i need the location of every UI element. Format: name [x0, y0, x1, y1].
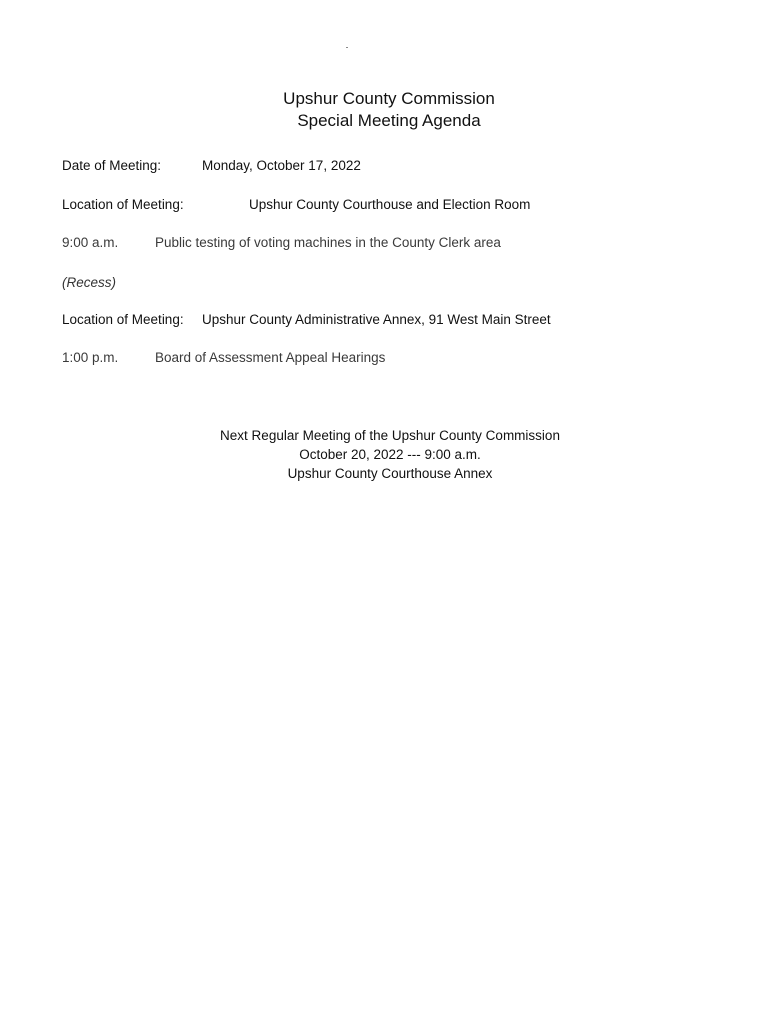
location-value-1: Upshur County Courthouse and Election Room	[249, 197, 531, 212]
agenda-item-2-description: Board of Assessment Appeal Hearings	[155, 350, 386, 365]
next-meeting-notice	[0, 426, 768, 483]
agenda-title	[0, 88, 768, 132]
scan-speck	[346, 47, 348, 48]
recess-note: (Recess)	[62, 275, 117, 290]
next-meeting-line-3: Upshur County Courthouse Annex	[287, 466, 493, 481]
next-meeting-line-2: October 20, 2022 --- 9:00 a.m.	[299, 447, 481, 462]
next-meeting-line-1: Next Regular Meeting of the Upshur County Commission	[220, 428, 560, 443]
title-line-2: Special Meeting Agenda	[297, 111, 481, 130]
date-value: Monday, October 17, 2022	[202, 158, 361, 173]
agenda-item-2-time: 1:00 p.m.	[62, 350, 119, 365]
agenda-item-1-time: 9:00 a.m.	[62, 235, 119, 250]
location-label-1: Location of Meeting:	[62, 197, 184, 212]
location-label-2: Location of Meeting:	[62, 312, 184, 327]
date-label: Date of Meeting:	[62, 158, 162, 173]
agenda-item-1-description: Public testing of voting machines in the County Clerk area	[155, 235, 501, 250]
title-line-1: Upshur County Commission	[283, 89, 495, 108]
location-value-2: Upshur County Administrative Annex, 91 West Main Street	[202, 312, 551, 327]
